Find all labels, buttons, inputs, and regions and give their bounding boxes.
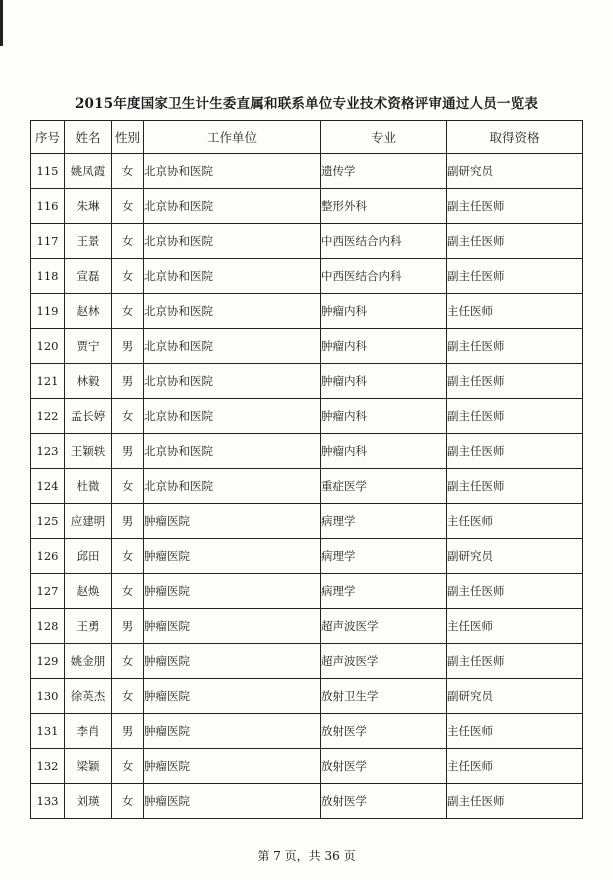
page-footer: 第 7 页，共 36 页 bbox=[257, 849, 356, 863]
cell-name: 李肖 bbox=[65, 714, 112, 749]
cell-specialty: 超声波医学 bbox=[321, 644, 447, 679]
cell-specialty: 放射医学 bbox=[321, 784, 447, 819]
cell-specialty: 病理学 bbox=[321, 504, 447, 539]
cell-index: 119 bbox=[31, 294, 65, 329]
cell-qualification: 主任医师 bbox=[447, 609, 583, 644]
cell-index: 125 bbox=[31, 504, 65, 539]
cell-index: 128 bbox=[31, 609, 65, 644]
cell-name: 孟长婷 bbox=[65, 399, 112, 434]
header-specialty: 专业 bbox=[321, 121, 447, 154]
cell-index: 126 bbox=[31, 539, 65, 574]
cell-specialty: 放射医学 bbox=[321, 749, 447, 784]
table-row bbox=[31, 539, 583, 574]
cell-workplace: 肿瘤医院 bbox=[144, 679, 321, 714]
cell-index: 132 bbox=[31, 749, 65, 784]
cell-name: 姚金朋 bbox=[65, 644, 112, 679]
table-row bbox=[31, 504, 583, 539]
cell-workplace: 肿瘤医院 bbox=[144, 504, 321, 539]
cell-specialty: 肿瘤内科 bbox=[321, 434, 447, 469]
cell-workplace: 北京协和医院 bbox=[144, 364, 321, 399]
table-row bbox=[31, 399, 583, 434]
cell-workplace: 肿瘤医院 bbox=[144, 539, 321, 574]
cell-qualification: 副主任医师 bbox=[447, 259, 583, 294]
cell-workplace: 肿瘤医院 bbox=[144, 784, 321, 819]
cell-qualification: 副主任医师 bbox=[447, 399, 583, 434]
cell-index: 116 bbox=[31, 189, 65, 224]
table-row bbox=[31, 294, 583, 329]
cell-name: 贾宁 bbox=[65, 329, 112, 364]
scan-edge-mark bbox=[0, 0, 3, 46]
cell-workplace: 肿瘤医院 bbox=[144, 714, 321, 749]
cell-gender: 女 bbox=[112, 294, 144, 329]
cell-gender: 男 bbox=[112, 714, 144, 749]
cell-index: 124 bbox=[31, 469, 65, 504]
cell-qualification: 主任医师 bbox=[447, 749, 583, 784]
cell-specialty: 整形外科 bbox=[321, 189, 447, 224]
cell-index: 129 bbox=[31, 644, 65, 679]
cell-specialty: 肿瘤内科 bbox=[321, 399, 447, 434]
table-row bbox=[31, 714, 583, 749]
cell-qualification: 主任医师 bbox=[447, 294, 583, 329]
cell-index: 117 bbox=[31, 224, 65, 259]
header-qualification: 取得资格 bbox=[447, 121, 583, 154]
cell-qualification: 副主任医师 bbox=[447, 469, 583, 504]
cell-specialty: 超声波医学 bbox=[321, 609, 447, 644]
cell-workplace: 北京协和医院 bbox=[144, 329, 321, 364]
cell-specialty: 肿瘤内科 bbox=[321, 364, 447, 399]
cell-specialty: 肿瘤内科 bbox=[321, 329, 447, 364]
cell-index: 122 bbox=[31, 399, 65, 434]
cell-name: 杜微 bbox=[65, 469, 112, 504]
roster-table bbox=[30, 120, 583, 819]
cell-qualification: 副研究员 bbox=[447, 679, 583, 714]
cell-specialty: 病理学 bbox=[321, 539, 447, 574]
cell-name: 赵焕 bbox=[65, 574, 112, 609]
cell-name: 赵林 bbox=[65, 294, 112, 329]
cell-index: 133 bbox=[31, 784, 65, 819]
cell-index: 120 bbox=[31, 329, 65, 364]
table-row bbox=[31, 574, 583, 609]
cell-name: 梁颖 bbox=[65, 749, 112, 784]
cell-gender: 女 bbox=[112, 399, 144, 434]
table-row bbox=[31, 469, 583, 504]
table-header-row bbox=[31, 121, 583, 154]
cell-workplace: 北京协和医院 bbox=[144, 399, 321, 434]
header-index: 序号 bbox=[31, 121, 65, 154]
cell-qualification: 副研究员 bbox=[447, 154, 583, 189]
cell-name: 邱田 bbox=[65, 539, 112, 574]
cell-specialty: 肿瘤内科 bbox=[321, 294, 447, 329]
cell-gender: 男 bbox=[112, 504, 144, 539]
table-row bbox=[31, 364, 583, 399]
cell-name: 王景 bbox=[65, 224, 112, 259]
cell-gender: 女 bbox=[112, 644, 144, 679]
cell-specialty: 中西医结合内科 bbox=[321, 259, 447, 294]
cell-workplace: 肿瘤医院 bbox=[144, 574, 321, 609]
cell-gender: 男 bbox=[112, 609, 144, 644]
cell-specialty: 放射卫生学 bbox=[321, 679, 447, 714]
cell-workplace: 北京协和医院 bbox=[144, 294, 321, 329]
cell-gender: 女 bbox=[112, 469, 144, 504]
document-title: 2015年度国家卫生计生委直属和联系单位专业技术资格评审通过人员一览表 bbox=[74, 96, 539, 112]
cell-index: 121 bbox=[31, 364, 65, 399]
cell-specialty: 放射医学 bbox=[321, 714, 447, 749]
cell-gender: 女 bbox=[112, 574, 144, 609]
cell-name: 宣磊 bbox=[65, 259, 112, 294]
cell-workplace: 北京协和医院 bbox=[144, 469, 321, 504]
cell-name: 徐英杰 bbox=[65, 679, 112, 714]
cell-workplace: 肿瘤医院 bbox=[144, 609, 321, 644]
cell-specialty: 中西医结合内科 bbox=[321, 224, 447, 259]
cell-name: 王颖轶 bbox=[65, 434, 112, 469]
header-workplace: 工作单位 bbox=[144, 121, 321, 154]
table-body bbox=[31, 154, 583, 819]
cell-gender: 女 bbox=[112, 224, 144, 259]
cell-gender: 女 bbox=[112, 784, 144, 819]
table-row bbox=[31, 154, 583, 189]
cell-qualification: 副主任医师 bbox=[447, 434, 583, 469]
cell-qualification: 主任医师 bbox=[447, 714, 583, 749]
cell-specialty: 病理学 bbox=[321, 574, 447, 609]
cell-index: 130 bbox=[31, 679, 65, 714]
cell-index: 115 bbox=[31, 154, 65, 189]
cell-workplace: 肿瘤医院 bbox=[144, 644, 321, 679]
cell-name: 朱琳 bbox=[65, 189, 112, 224]
cell-qualification: 副主任医师 bbox=[447, 574, 583, 609]
cell-specialty: 重症医学 bbox=[321, 469, 447, 504]
header-gender: 性别 bbox=[112, 121, 144, 154]
cell-qualification: 副研究员 bbox=[447, 539, 583, 574]
cell-name: 林毅 bbox=[65, 364, 112, 399]
cell-gender: 女 bbox=[112, 259, 144, 294]
cell-workplace: 北京协和医院 bbox=[144, 259, 321, 294]
cell-qualification: 副主任医师 bbox=[447, 189, 583, 224]
table-row bbox=[31, 189, 583, 224]
cell-gender: 男 bbox=[112, 434, 144, 469]
cell-gender: 女 bbox=[112, 539, 144, 574]
cell-index: 123 bbox=[31, 434, 65, 469]
cell-index: 127 bbox=[31, 574, 65, 609]
table-row bbox=[31, 784, 583, 819]
table-row bbox=[31, 749, 583, 784]
cell-qualification: 副主任医师 bbox=[447, 784, 583, 819]
table-row bbox=[31, 679, 583, 714]
cell-workplace: 北京协和医院 bbox=[144, 189, 321, 224]
cell-qualification: 副主任医师 bbox=[447, 364, 583, 399]
table-row bbox=[31, 259, 583, 294]
cell-qualification: 主任医师 bbox=[447, 504, 583, 539]
cell-name: 应建明 bbox=[65, 504, 112, 539]
cell-gender: 男 bbox=[112, 364, 144, 399]
table-row bbox=[31, 329, 583, 364]
cell-specialty: 遗传学 bbox=[321, 154, 447, 189]
table-row bbox=[31, 609, 583, 644]
cell-index: 118 bbox=[31, 259, 65, 294]
cell-name: 刘瑛 bbox=[65, 784, 112, 819]
cell-gender: 女 bbox=[112, 189, 144, 224]
cell-gender: 女 bbox=[112, 154, 144, 189]
cell-gender: 女 bbox=[112, 679, 144, 714]
cell-workplace: 北京协和医院 bbox=[144, 434, 321, 469]
cell-name: 姚凤霞 bbox=[65, 154, 112, 189]
cell-workplace: 北京协和医院 bbox=[144, 224, 321, 259]
cell-workplace: 肿瘤医院 bbox=[144, 749, 321, 784]
table-row bbox=[31, 224, 583, 259]
cell-gender: 男 bbox=[112, 329, 144, 364]
cell-name: 王勇 bbox=[65, 609, 112, 644]
cell-qualification: 副主任医师 bbox=[447, 329, 583, 364]
table-row bbox=[31, 434, 583, 469]
cell-workplace: 北京协和医院 bbox=[144, 154, 321, 189]
table-row bbox=[31, 644, 583, 679]
cell-qualification: 副主任医师 bbox=[447, 644, 583, 679]
cell-index: 131 bbox=[31, 714, 65, 749]
cell-gender: 女 bbox=[112, 749, 144, 784]
cell-qualification: 副主任医师 bbox=[447, 224, 583, 259]
header-name: 姓名 bbox=[65, 121, 112, 154]
